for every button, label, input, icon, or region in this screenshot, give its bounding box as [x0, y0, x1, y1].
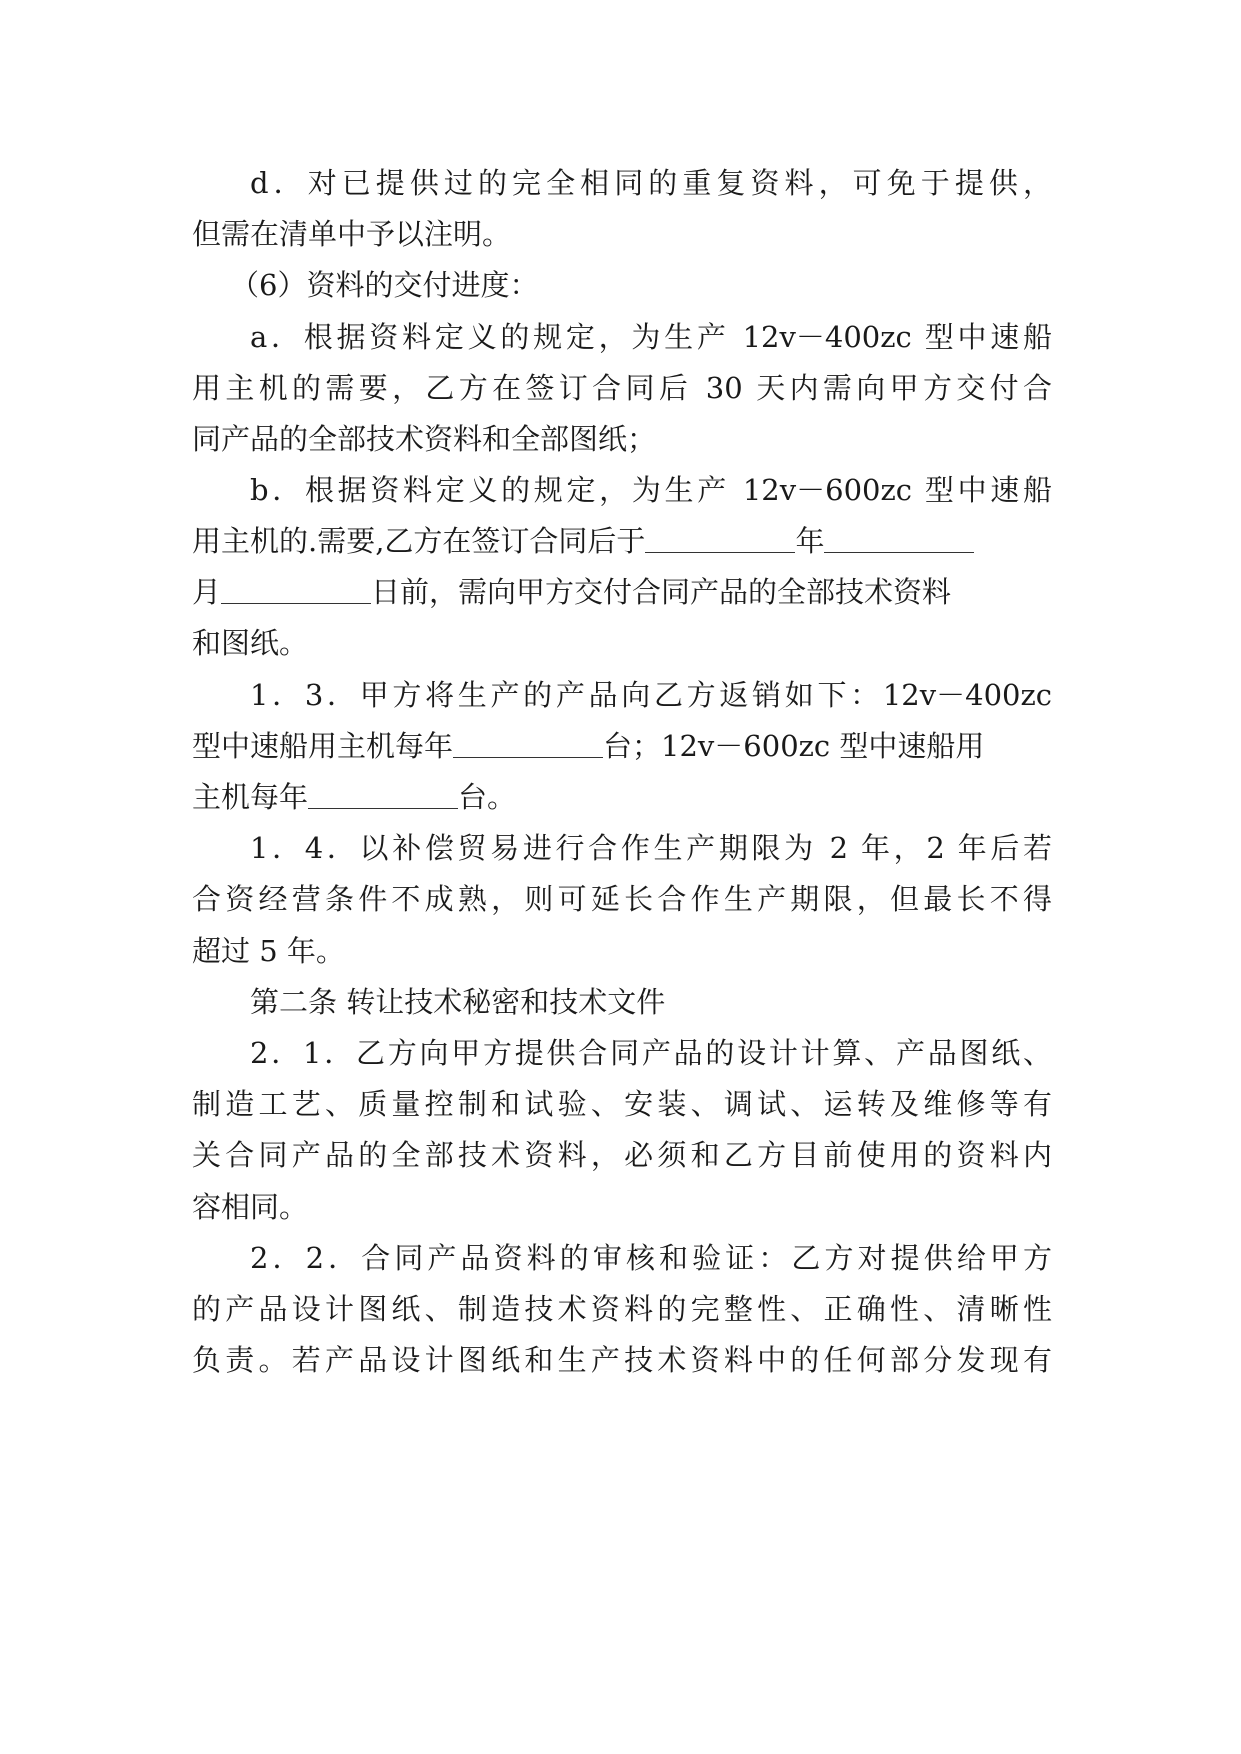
text-line-15: 合资经营条件不成熟，则可延长合作生产期限，但最长不得 — [192, 882, 1052, 916]
text-line-24: 负责。若产品设计图纸和生产技术资料中的任何部分发现有 — [192, 1343, 1052, 1377]
text-line-22: 2．2．合同产品资料的审核和验证：乙方对提供给甲方 — [250, 1241, 1052, 1275]
text-line-10: 和图纸。 — [192, 626, 309, 660]
text-segment: 主机每年 — [192, 780, 309, 814]
fill-blank-quantity-400zc — [453, 725, 603, 758]
text-line-13 — [192, 772, 516, 822]
text-line-12 — [192, 721, 984, 771]
text-line-2: 但需在清单中予以注明。 — [192, 217, 512, 251]
fill-blank-quantity-600zc — [308, 776, 458, 809]
text-line-6: 同产品的全部技术资料和全部图纸； — [192, 422, 657, 456]
fill-blank-year — [645, 520, 795, 553]
text-line-11: 1．3．甲方将生产的产品向乙方返销如下：12v－400zc — [250, 678, 1052, 712]
text-line-14: 1．4．以补偿贸易进行合作生产期限为 2 年，2 年后若 — [250, 831, 1052, 865]
text-segment: 年 — [795, 524, 825, 558]
text-line-3: （6）资料的交付进度： — [230, 268, 539, 302]
text-segment: 台。 — [458, 780, 517, 814]
text-line-18: 2．1．乙方向甲方提供合同产品的设计计算、产品图纸、 — [250, 1036, 1052, 1070]
text-line-7: b．根据资料定义的规定，为生产 12v－600zc 型中速船 — [250, 473, 1052, 507]
text-line-23: 的产品设计图纸、制造技术资料的完整性、正确性、清晰性 — [192, 1292, 1052, 1326]
text-line-4: a．根据资料定义的规定，为生产 12v－400zc 型中速船 — [250, 320, 1052, 354]
text-line-8 — [192, 516, 974, 566]
fill-blank-day — [221, 571, 371, 604]
text-line-21: 容相同。 — [192, 1190, 309, 1224]
fill-blank-month — [824, 520, 974, 553]
text-line-5: 用主机的需要，乙方在签订合同后 30 天内需向甲方交付合 — [192, 371, 1052, 405]
text-segment: 月 — [192, 575, 222, 609]
text-segment: 型中速船用主机每年 — [192, 729, 454, 763]
text-segment: 用主机的.需要,乙方在签订合同后于 — [192, 524, 646, 558]
text-line-16: 超过 5 年。 — [192, 934, 345, 968]
text-line-1: d．对已提供过的完全相同的重复资料，可免于提供， — [250, 166, 1052, 200]
section-heading: 第二条 转让技术秘密和技术文件 — [250, 985, 666, 1019]
text-segment: 台；12v－600zc 型中速船用 — [603, 729, 985, 763]
text-line-20: 关合同产品的全部技术资料，必须和乙方目前使用的资料内 — [192, 1138, 1052, 1172]
text-segment: 日前，需向甲方交付合同产品的全部技术资料 — [371, 575, 952, 609]
text-line-9 — [192, 567, 951, 617]
text-line-19: 制造工艺、质量控制和试验、安装、调试、运转及维修等有 — [192, 1087, 1052, 1121]
